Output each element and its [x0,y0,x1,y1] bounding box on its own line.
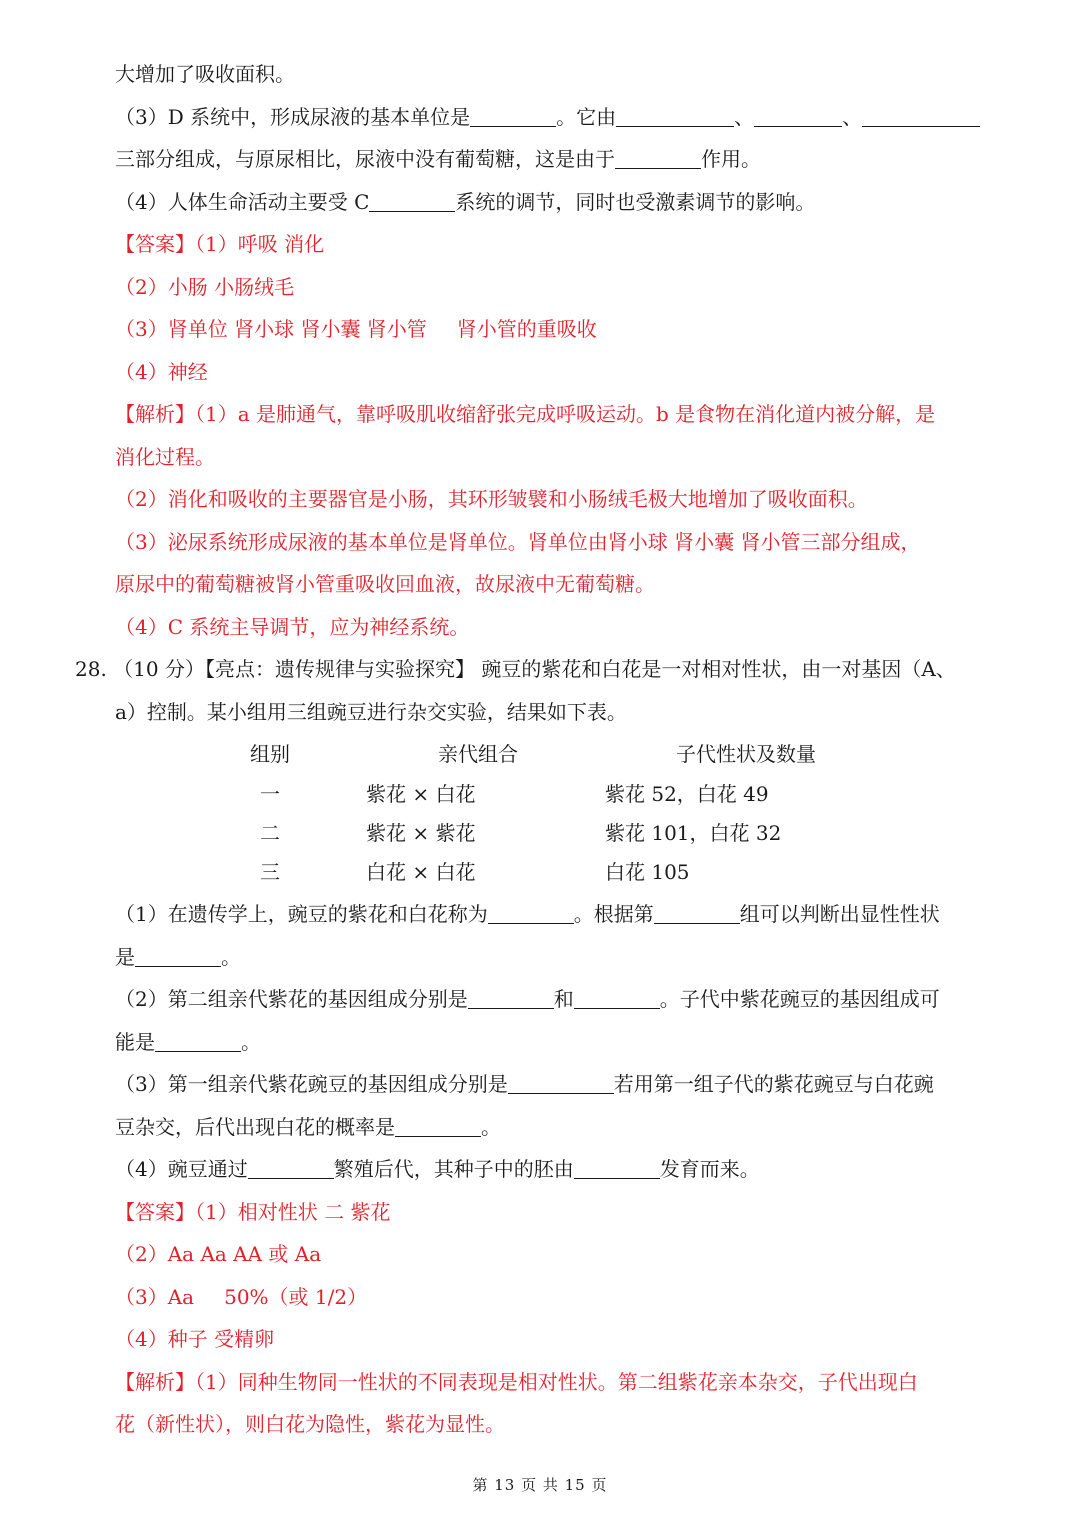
answer-blank [508,1073,614,1094]
text-segment: 50%（或 1/2） [224,1285,368,1309]
sub-question-1 [115,900,940,928]
explanation-line: 【解析】（1）同种生物同一性状的不同表现是相对性状。第二组紫花亲本杂交，子代出现白 [115,1370,918,1394]
explanation-line: 【解析】（1）a 是肺通气，靠呼吸肌收缩舒张完成呼吸运动。b 是食物在消化道内被分解，是 [115,402,936,426]
question-28-stem-2: a）控制。某小组用三组豌豆进行杂交实验，结果如下表。 [115,700,627,724]
answer-blank [616,106,734,127]
text-segment: 组可以判断出显性性状 [739,902,940,926]
text-segment: 。它由 [556,105,617,129]
sub-question-2-line-2 [115,1028,261,1056]
answer-line [115,1283,367,1311]
text-segment: （4）人体生命活动主要受 C [115,190,370,214]
explanation-line: 消化过程。 [115,445,215,469]
table-header: 亲代组合 [438,742,518,766]
answer-blank [248,1158,334,1179]
table-cell: 紫花 101，白花 32 [605,821,782,845]
answer-blank [615,148,701,169]
text-segment: 豆杂交，后代出现白花的概率是 [115,1115,395,1139]
text-segment: 。 [481,1115,501,1139]
answer-blank [654,903,740,924]
sub-question-3-line-2 [115,1113,501,1141]
answer-line [115,315,597,343]
answer-blank [754,106,842,127]
table-cell: 紫花 × 紫花 [366,821,476,845]
text-segment: 、 [842,105,863,129]
question-3-line [115,103,980,131]
text-segment: 发育而来。 [659,1157,760,1181]
text-segment: （3）肾单位 肾小球 肾小囊 肾小管 [115,317,427,341]
table-cell: 二 [260,821,280,845]
explanation-line: 原尿中的葡萄糖被肾小管重吸收回血液，故尿液中无葡萄糖。 [115,572,655,596]
text-segment: 。 [221,945,241,969]
table-cell: 紫花 × 白花 [366,782,476,806]
answer-line: （4）神经 [115,360,208,384]
text-segment: （2）第二组亲代紫花的基因组成分别是 [115,987,468,1011]
explanation-line: （2）消化和吸收的主要器官是小肠，其环形皱襞和小肠绒毛极大地增加了吸收面积。 [115,487,868,511]
page-footer: 第 13 页 共 15 页 [472,1476,608,1494]
answer-line: （2）Aa Aa AA 或 Aa [115,1242,322,1266]
explanation-line: （3）泌尿系统形成尿液的基本单位是肾单位。肾单位由肾小球 肾小囊 肾小管三部分组成， [115,530,921,554]
text-segment: 繁殖后代，其种子中的胚由 [333,1157,574,1181]
text-segment: 肾小管的重吸收 [456,317,597,341]
text-segment: 系统的调节，同时也受激素调节的影响。 [455,190,816,214]
sub-question-3 [115,1070,934,1098]
text-segment: （4）豌豆通过 [115,1157,248,1181]
text-segment: 、 [734,105,755,129]
table-header: 组别 [250,742,290,766]
question-28-stem: 28. （10 分）【亮点：遗传规律与实验探究】 豌豆的紫花和白花是一对相对性状，由一对基因（A、 [75,657,956,681]
text-segment: 三部分组成，与原尿相比，尿液中没有葡萄糖，这是由于 [115,147,615,171]
answer-blank [574,988,660,1009]
text-segment: 作用。 [701,147,761,171]
answer-line: 【答案】（1）相对性状 二 紫花 [115,1200,391,1224]
table-header: 子代性状及数量 [676,742,816,766]
sub-question-4 [115,1155,760,1183]
text-line: 大增加了吸收面积。 [115,62,295,86]
answer-blank [155,1031,241,1052]
text-segment: 和 [553,987,574,1011]
table-cell: 白花 105 [605,860,690,884]
text-segment: 是 [115,945,135,969]
text-segment: （1）在遗传学上，豌豆的紫花和白花称为 [115,902,488,926]
table-cell: 紫花 52，白花 49 [605,782,769,806]
text-segment: 若用第一组子代的紫花豌豆与白花豌 [613,1072,934,1096]
answer-line: （4）种子 受精卵 [115,1327,275,1351]
text-segment: 。子代中紫花豌豆的基因组成可 [659,987,940,1011]
table-cell: 一 [260,782,280,806]
sub-question-1-line-2 [115,943,241,971]
answer-blank [574,1158,660,1179]
text-segment: 。 [241,1030,261,1054]
text-segment: 能是 [115,1030,155,1054]
answer-line: （2）小肠 小肠绒毛 [115,275,295,299]
answer-blank [470,106,556,127]
answer-blank [395,1116,481,1137]
text-segment: （3）Aa [115,1285,195,1309]
text-segment: （3）D 系统中，形成尿液的基本单位是 [115,105,471,129]
question-4-line [115,188,815,216]
sub-question-2 [115,985,940,1013]
answer-blank [468,988,554,1009]
text-segment: （3）第一组亲代紫花豌豆的基因组成分别是 [115,1072,508,1096]
explanation-line: 花（新性状），则白花为隐性，紫花为显性。 [115,1412,505,1436]
answer-blank [488,903,574,924]
answer-blank [369,191,455,212]
answer-blank [862,106,980,127]
question-3-line-2 [115,145,761,173]
explanation-line: （4）C 系统主导调节，应为神经系统。 [115,615,470,639]
table-cell: 白花 × 白花 [366,860,476,884]
text-segment: 。根据第 [573,902,654,926]
answer-blank [135,946,221,967]
table-cell: 三 [260,860,280,884]
answer-line: 【答案】（1）呼吸 消化 [115,232,325,256]
